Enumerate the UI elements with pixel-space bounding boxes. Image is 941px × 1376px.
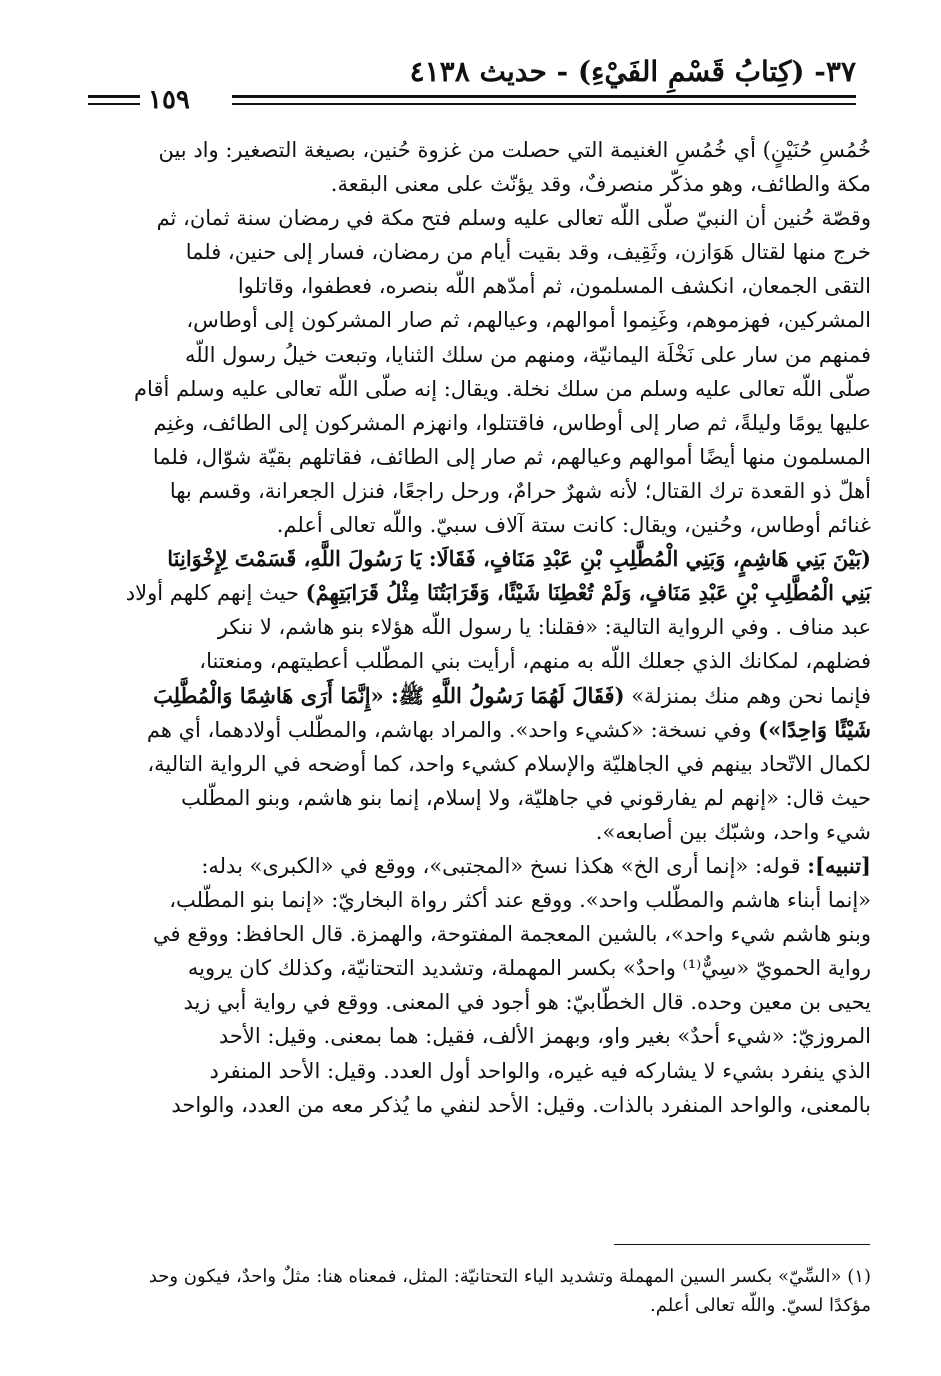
hadith-text-line: (بَيْنَ بَنِي هَاشِمٍ، وَبَنِي الْمُطَّلِبِ بْنِ عَبْدِ مَنَافٍ، فَقَالَا: يَا رَسُولَ اللَّهِ، قَسَمْتَ لِإِخْوَانِنَا — [167, 546, 871, 572]
text-line: المسلمون منها أيضًا أموالهم وعيالهم، ثم صار إلى الطائف، فقاتلهم بقيّة شوّال، فلما — [152, 444, 871, 469]
text-line: شيء واحد، وشبّك بين أصابعه». — [595, 819, 871, 844]
footnote-line: مؤكدًا لسيّ. واللّه تعالى أعلم. — [650, 1295, 871, 1316]
text-line: رواية الحمويّ «سِيٌّ⁽¹⁾ واحدٌ» بكسر المهملة، وتشديد التحتانيّة، وكذلك كان يرويه — [187, 956, 871, 981]
text-line: فمنهم من سار على نَخْلَة اليمانيّة، ومنهم من سلك الثنايا، وتبعت خيلُ رسول اللّه — [184, 342, 871, 367]
hadith-mixed-line — [75, 713, 871, 747]
text-line: وقصّة حُنين أن النبيّ صلّى اللّه تعالى عليه وسلم فتح مكة في رمضان سنة ثمان، ثم — [156, 206, 871, 231]
text-line: لكمال الاتّحاد بينهم في الجاهليّة والإسلام كشيء واحد، كما أوضحه في الرواية التالية، — [147, 751, 871, 776]
header-rule-left — [88, 95, 140, 98]
text-span: فإنما نحن وهم منك بمنزلة» — [624, 683, 871, 708]
text-line: مكة والطائف، وهو مذكّر منصرفٌ، وقد يؤنّث على معنى البقعة. — [330, 172, 871, 197]
text-line: خُمُسِ حُنَيْنٍ) أي خُمُسِ الغنيمة التي حصلت من غزوة حُنين، بصيغة التصغير: واد بين — [158, 138, 871, 162]
footnote-line: (١) «السِّيّ» بكسر السين المهملة وتشديد الياء التحتانيّة: المثل، فمعناه هنا: مثلٌ واحدٌ، فيكون وحد — [148, 1266, 871, 1287]
hadith-text: (فَقَالَ لَهُمَا رَسُولُ اللَّهِ ﷺ: «إِنَّمَا أَرَى هَاشِمًا وَالْمُطَّلِبَ — [153, 682, 625, 708]
text-line: أهلّ ذو القعدة ترك القتال؛ لأنه شهرٌ حرامٌ، ورحل راجعًا، فنزل الجعرانة، وقسم بها — [169, 478, 871, 503]
text-line: الذي ينفرد بشيء لا يشاركه فيه غيره، والواحد أول العدد. وقيل: الأحد المنفرد — [209, 1058, 871, 1083]
header-rule-right-2 — [232, 103, 856, 105]
footnote — [75, 1262, 871, 1320]
text-line: غنائم أوطاس، وحُنين، ويقال: كانت ستة آلاف سبيّ. واللّه تعالى أعلم. — [276, 513, 871, 538]
text-line: فضلهم، لمكانك الذي جعلك اللّه به منهم، أرأيت بني المطّلب أعطيتهم، ومنعتنا، — [199, 649, 871, 674]
text-line: عليها يومًا وليلةً، ثم صار إلى أوطاس، فاقتتلوا، وانهزم المشركون إلى الطائف، وغنِم — [153, 410, 871, 435]
hadith-mixed-line — [75, 576, 871, 610]
text-line: التقى الجمعان، انكشف المسلمون، ثم أمدّهم اللّه بنصره، فعطفوا، وقاتلوا — [237, 274, 871, 299]
page-number: ١٥٩ — [148, 85, 190, 115]
tanbih-line — [75, 849, 871, 883]
text-span: وفي نسخة: «كشيء واحد». والمراد بهاشم، والمطّلب أولادهما، أي هم — [146, 717, 759, 742]
text-span: حيث إنهم كلهم أولاد — [125, 581, 306, 606]
text-span: قوله: «إنما أرى الخ» هكذا نسخ «المجتبى»، ووقع في «الكبرى» بدله: — [201, 853, 808, 878]
text-line: عبد مناف . وفي الرواية التالية: «فقلنا: يا رسول اللّه هؤلاء بنو هاشم، لا ننكر — [217, 615, 871, 640]
text-line: بالمعنى، والواحد المنفرد بالذات. وقيل: الأحد لنفي ما يُذكر معه من العدد، والواحد — [171, 1092, 871, 1117]
text-line: صلّى اللّه تعالى عليه وسلم من سلك نخلة. ويقال: إنه صلّى اللّه تعالى عليه وسلم أقام — [134, 376, 871, 401]
text-line: وبنو هاشم شيء واحد»، بالشين المعجمة المفتوحة، والهمزة. قال الحافظ: ووقع في — [152, 922, 871, 947]
text-line: يحيى بن معين وحده. قال الخطّابيّ: هو أجود في المعنى. ووقع في رواية أبي زيد — [183, 990, 871, 1015]
text-line: «إنما أبناء هاشم والمطّلب واحد». ووقع عند أكثر رواة البخاريّ: «إنما بنو المطّلب، — [169, 888, 871, 913]
header-rule-right — [232, 95, 856, 98]
header-title: ٣٧- (كِتابُ قَسْمِ الفَيْءِ) - حديث ٤١٣٨ — [409, 55, 856, 88]
text-line: المروزيّ: «شيء أحدٌ» بغير واو، وبهمز الألف، فقيل: هما بمعنى. وقيل: الأحد — [218, 1024, 871, 1049]
text-line: خرج منها لقتال هَوَازن، وثَقِيف، وقد بقيت أيام من رمضان، فسار إلى حنين، فلما — [185, 240, 871, 265]
hadith-mixed-line — [75, 679, 871, 713]
tanbih-label: [تنبيه]: — [807, 852, 871, 878]
commentary-body — [75, 133, 871, 1122]
footnote-separator — [614, 1244, 870, 1245]
text-line: حيث قال: «إنهم لم يفارقوني في جاهليّة، ولا إسلام، إنما بنو هاشم، وبنو المطّلب — [181, 785, 871, 810]
text-line: المشركين، فهزموهم، وغَنِموا أموالهم، وعيالهم، ثم صار المشركون إلى أوطاس، — [186, 308, 871, 333]
header-rule-left-2 — [88, 103, 140, 105]
hadith-text: شَيْئًا وَاحِدًا») — [758, 716, 871, 742]
hadith-text: بَنِي الْمُطَّلِبِ بْنِ عَبْدِ مَنَافٍ، وَلَمْ تُعْطِنَا شَيْئًا، وَقَرَابَتُنَا مِثْلُ قَرَابَتِهِمْ) — [305, 580, 871, 606]
